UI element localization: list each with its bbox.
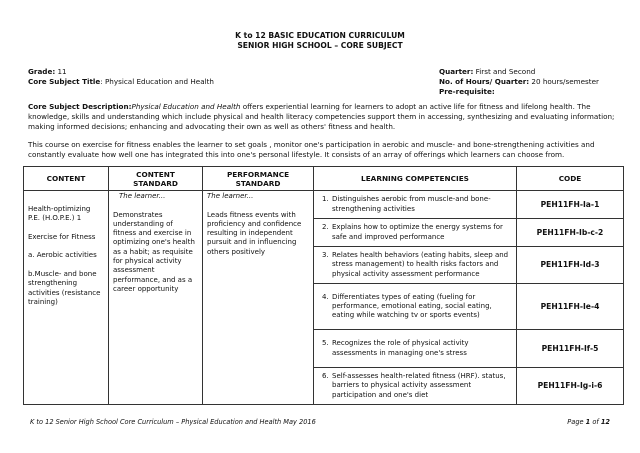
grade-value: 11	[55, 67, 67, 76]
content-item: Health-optimizing P.E. (H.O.P.E.) 1	[28, 205, 91, 223]
doc-title-2: SENIOR HIGH SCHOOL – CORE SUBJECT	[237, 41, 403, 50]
competency-number: 4.	[322, 292, 329, 301]
competency-text: Recognizes the role of physical activity assessments in managing one's stress	[332, 339, 469, 357]
page-number	[567, 418, 610, 426]
code-cell: PEH11FH-Id-3	[517, 247, 624, 284]
header-learning-competencies: LEARNING COMPETENCIES	[314, 167, 517, 191]
hours-label: No. of Hours/ Quarter:	[439, 77, 530, 86]
competency-number: 6.	[322, 372, 329, 381]
code-cell: PEH11FH-If-5	[517, 330, 624, 368]
course-description: This course on exercise for fitness enables the learner to set goals , monitor one's participation in aerobic and muscle- and bone-strengthening activities and constantly evaluate how well one has integrated this into one's personal lifestyle. It consists of an array of offerings which learners can choose from.	[28, 140, 595, 159]
description-italic: Physical Education and Health	[131, 102, 241, 111]
competency-text: Distinguishes aerobic from muscle-and bone-strengthening activities	[332, 195, 491, 213]
core-subject-description	[28, 102, 618, 132]
subject-title-value: : Physical Education and Health	[100, 77, 214, 86]
quarter-label: Quarter:	[439, 67, 474, 76]
code-cell: PEH11FH-Ie-4	[517, 284, 624, 330]
current-page: 1	[585, 418, 591, 426]
header-performance-standard: PERFORMANCE STANDARD	[203, 167, 314, 191]
page-prefix: Page	[567, 418, 586, 426]
code-cell: PEH11FH-Ia-1	[517, 191, 624, 219]
total-pages: 12	[600, 418, 610, 426]
subject-title	[28, 77, 214, 86]
table-row	[24, 191, 624, 219]
header-code: CODE	[517, 167, 624, 191]
description-text: offers experiential learning for learners to adopt an active life for fitness and lifelong health. The knowledge, skills and understanding which include physical and health literacy competencies support them in accessing, synthesizing and evaluating information; making informed decisions; enhancing and advocating their own as well as others' fitness and health.	[28, 102, 615, 131]
hours-value: 20 hours/semester	[529, 77, 599, 86]
competency-text: Differentiates types of eating (fueling for performance, emotional eating, social eating, eating while watching tv or sports events)	[332, 292, 492, 320]
competency-number: 3.	[322, 251, 329, 260]
subject-title-label: Core Subject Title	[28, 77, 101, 86]
competency-text: Explains how to optimize the energy systems for safe and improved performance	[332, 223, 503, 241]
description-label: Core Subject Description:	[28, 102, 132, 111]
competency-number: 1.	[322, 195, 329, 204]
competency-text: Self-assesses health-related fitness (HRF). status, barriers to physical activity assessment participation and one's diet	[332, 372, 506, 399]
content-standard-text: Demonstrates understanding of fitness and exercise in optimizing one's health as a habit; as requisite for physical activity assessment performance, and as a career opportunity	[113, 210, 195, 293]
competency-number: 5.	[322, 339, 329, 348]
learner-label: The learner...	[119, 192, 166, 200]
content-item: Exercise for Fitness	[28, 232, 96, 241]
performance-standard-cell	[203, 191, 314, 405]
content-cell	[24, 191, 109, 405]
content-item: a. Aerobic activities	[28, 251, 97, 260]
curriculum-table	[23, 166, 624, 405]
footer-text: K to 12 Senior High School Core Curriculum – Physical Education and Health May 2016	[30, 418, 316, 426]
quarter-value: First and Second	[473, 67, 536, 76]
table-header-row	[24, 167, 624, 191]
doc-title-1: K to 12 BASIC EDUCATION CURRICULUM	[235, 31, 405, 40]
header-content: CONTENT	[24, 167, 109, 191]
page-of: of	[590, 418, 601, 426]
code-cell: PEH11FH-Ig-i-6	[517, 368, 624, 405]
learner-label: The learner...	[207, 192, 254, 200]
competency-text: Relates health behaviors (eating habits, sleep and stress management) to health risks factors and physical activity assessment performance	[332, 251, 509, 278]
hours	[439, 77, 599, 86]
content-item: b.Muscle- and bone strengthening activities (resistance training)	[28, 270, 101, 306]
competency-number: 2.	[322, 223, 329, 232]
grade	[28, 67, 67, 76]
competency-cell	[314, 219, 517, 247]
grade-label: Grade:	[28, 67, 56, 76]
content-standard-cell	[109, 191, 203, 405]
quarter	[439, 67, 535, 76]
competency-cell	[314, 368, 517, 405]
competency-cell	[314, 247, 517, 284]
competency-cell	[314, 191, 517, 219]
header-content-standard: CONTENT STANDARD	[109, 167, 203, 191]
code-cell: PEH11FH-Ib-c-2	[517, 219, 624, 247]
competency-cell	[314, 330, 517, 368]
prerequisite-label: Pre-requisite:	[439, 87, 495, 96]
competency-cell	[314, 284, 517, 330]
performance-standard-text: Leads fitness events with proficiency and confidence resulting in independent pursuit and in influencing others positively	[207, 210, 302, 256]
